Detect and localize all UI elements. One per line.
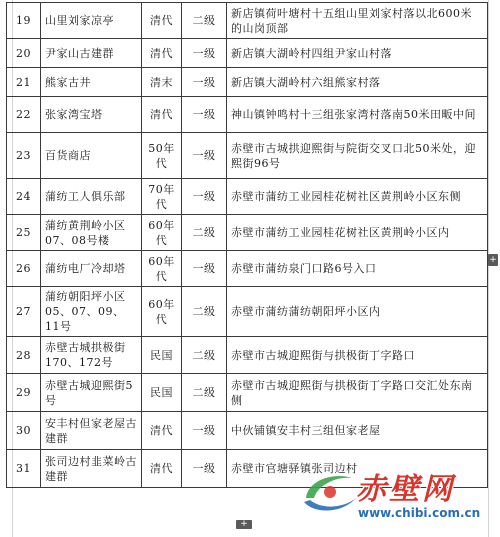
site-location[interactable]: 赤壁市官塘驿镇张司边村 <box>227 450 488 488</box>
site-era[interactable]: 60年代 <box>142 287 182 337</box>
site-name[interactable]: 蒲纺黄荆岭小区07、08号楼 <box>41 215 142 251</box>
row-number[interactable]: 21 <box>7 68 41 97</box>
row-number[interactable]: 29 <box>7 374 41 412</box>
site-location[interactable]: 赤壁市蒲纺蒲纺朝阳坪小区内 <box>227 287 488 337</box>
site-name[interactable]: 张司边村韭菜岭古建群 <box>41 450 142 488</box>
row-number[interactable]: 20 <box>7 39 41 68</box>
site-era[interactable]: 70年代 <box>142 179 182 215</box>
protection-level[interactable]: 一级 <box>182 450 227 488</box>
row-number[interactable]: 25 <box>7 215 41 251</box>
site-era[interactable]: 民国 <box>142 374 182 412</box>
table-row <box>7 133 488 179</box>
site-name[interactable]: 赤壁古城拱极街170、172号 <box>41 337 142 374</box>
site-name[interactable]: 蒲纺朝阳坪小区05、07、09、11号 <box>41 287 142 337</box>
protection-level[interactable]: 一级 <box>182 179 227 215</box>
site-era[interactable]: 民国 <box>142 337 182 374</box>
site-location[interactable]: 神山镇钟鸣村十三组张家湾村落南50米田畈中间 <box>227 97 488 133</box>
site-location[interactable]: 赤壁市蒲纺泉门口路6号入口 <box>227 251 488 287</box>
site-era[interactable]: 清代 <box>142 3 182 39</box>
protection-level[interactable]: 一级 <box>182 251 227 287</box>
site-era[interactable]: 清末 <box>142 68 182 97</box>
row-number[interactable]: 31 <box>7 450 41 488</box>
site-name[interactable]: 山里刘家凉亭 <box>41 3 142 39</box>
site-era[interactable]: 60年代 <box>142 251 182 287</box>
site-name[interactable]: 赤壁古城迎熙街5号 <box>41 374 142 412</box>
site-location[interactable]: 中伙铺镇安丰村三组但家老屋 <box>227 412 488 450</box>
protection-level[interactable]: 二级 <box>182 287 227 337</box>
site-location[interactable]: 赤壁市古城迎熙街与拱极街丁字路口 <box>227 337 488 374</box>
site-era[interactable]: 清代 <box>142 450 182 488</box>
row-number[interactable]: 23 <box>7 133 41 179</box>
protection-level[interactable]: 一级 <box>182 39 227 68</box>
row-number[interactable]: 27 <box>7 287 41 337</box>
site-name[interactable]: 张家湾宝塔 <box>41 97 142 133</box>
site-location[interactable]: 新店镇大湖岭村六组熊家村落 <box>227 68 488 97</box>
table-row <box>7 179 488 215</box>
protection-level[interactable]: 二级 <box>182 374 227 412</box>
site-location[interactable]: 新店镇荷叶塘村十五组山里刘家村落以北600米的山岗顶部 <box>227 3 488 39</box>
row-number[interactable]: 19 <box>7 3 41 39</box>
site-name[interactable]: 蒲纺工人俱乐部 <box>41 179 142 215</box>
table-row <box>7 97 488 133</box>
site-location[interactable]: 赤壁市古城迎熙街与拱极街丁字路口交汇处东南侧 <box>227 374 488 412</box>
table-row <box>7 3 488 39</box>
page-margin-rule-right <box>488 0 489 537</box>
heritage-sites-table <box>6 2 488 488</box>
site-name[interactable]: 尹家山古建群 <box>41 39 142 68</box>
site-era[interactable]: 清代 <box>142 39 182 68</box>
table-resize-handle-right[interactable]: + <box>489 255 497 265</box>
site-era[interactable]: 60年代 <box>142 215 182 251</box>
site-location[interactable]: 赤壁市蒲纺工业园桂花树社区黄荆岭小区内 <box>227 215 488 251</box>
table-row <box>7 412 488 450</box>
site-location[interactable]: 赤壁市古城拱迎熙街与院街交叉口北50米处，迎熙街96号 <box>227 133 488 179</box>
site-name[interactable]: 蒲纺电厂冷却塔 <box>41 251 142 287</box>
site-era[interactable]: 清代 <box>142 412 182 450</box>
protection-level[interactable]: 一级 <box>182 68 227 97</box>
site-era[interactable]: 50年代 <box>142 133 182 179</box>
watermark-title: 赤壁网 <box>356 472 455 507</box>
watermark-url: www.chibi.com.cn <box>358 506 481 520</box>
site-location[interactable]: 赤壁市蒲纺工业园桂花树社区黄荆岭小区东侧 <box>227 179 488 215</box>
row-number[interactable]: 22 <box>7 97 41 133</box>
protection-level[interactable]: 一级 <box>182 412 227 450</box>
site-era[interactable]: 清代 <box>142 97 182 133</box>
row-number[interactable]: 24 <box>7 179 41 215</box>
protection-level[interactable]: 二级 <box>182 3 227 39</box>
table-row <box>7 287 488 337</box>
table-row <box>7 450 488 488</box>
row-number[interactable]: 28 <box>7 337 41 374</box>
table-row <box>7 39 488 68</box>
site-name[interactable]: 安丰村但家老屋古建群 <box>41 412 142 450</box>
protection-level[interactable]: 一级 <box>182 97 227 133</box>
table-row <box>7 68 488 97</box>
protection-level[interactable]: 二级 <box>182 337 227 374</box>
site-location[interactable]: 新店镇大湖岭村四组尹家山村落 <box>227 39 488 68</box>
row-number[interactable]: 30 <box>7 412 41 450</box>
table-row <box>7 251 488 287</box>
table-row <box>7 374 488 412</box>
table-row <box>7 337 488 374</box>
site-name[interactable]: 熊家古井 <box>41 68 142 97</box>
protection-level[interactable]: 二级 <box>182 215 227 251</box>
table-body <box>7 3 488 488</box>
protection-level[interactable]: 一级 <box>182 133 227 179</box>
site-name[interactable]: 百货商店 <box>41 133 142 179</box>
table-add-row-handle[interactable]: + <box>236 520 252 529</box>
row-number[interactable]: 26 <box>7 251 41 287</box>
table-row <box>7 215 488 251</box>
